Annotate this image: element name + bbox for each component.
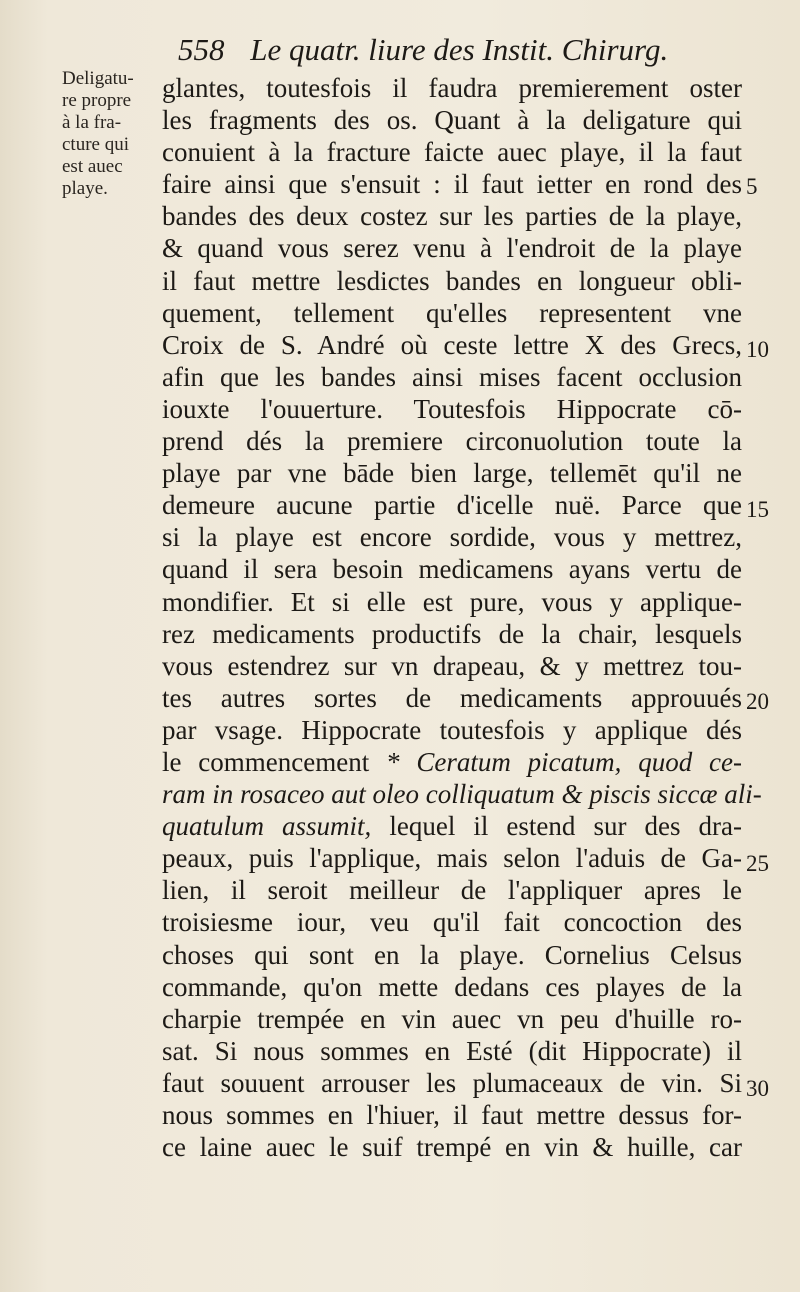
margin-note-line: cture qui xyxy=(62,134,130,155)
latin-quote: * Ceratum picatum, quod ce- xyxy=(386,746,742,777)
running-title: Le quatr. liure des Instit. Chirurg. xyxy=(250,32,669,67)
margin-note-line: playe. xyxy=(62,178,108,199)
text-line: faire ainsi que s'ensuit : il faut ietter en rond des xyxy=(162,169,742,200)
text-line: il faut mettre lesdictes bandes en longueur obli- xyxy=(162,265,742,296)
text-line-latin xyxy=(162,778,762,810)
text-line: afin que les bandes ainsi mises facent occlusion xyxy=(162,361,742,392)
line-number: 25 xyxy=(746,851,769,876)
line-number: 5 xyxy=(746,174,758,199)
text-line: bandes des deux costez sur les parties de la playe, xyxy=(162,201,742,232)
text-line: playe par vne bāde bien large, tellemēt qu'il ne xyxy=(162,458,742,489)
text-line: glantes, toutesfois il faudra premierement oster xyxy=(162,73,742,103)
text-line: quement, tellement qu'elles representent vne xyxy=(162,297,742,328)
text-line: prend dés la premiere circonuolution toute la xyxy=(162,426,742,457)
text-line: tes autres sortes de medicaments approuués xyxy=(162,682,742,713)
text-line: commande, qu'on mette dedans ces playes de la xyxy=(162,971,742,1002)
text-span: le commencement xyxy=(162,746,370,777)
text-span: lequel il estend sur des dra- xyxy=(389,811,742,842)
text-line: choses qui sont en la playe. Cornelius Celsus xyxy=(162,939,742,970)
text-line: les fragments des os. Quant à la deligature qui xyxy=(162,105,742,136)
text-line: iouxte l'ouuerture. Toutesfois Hippocrate cō- xyxy=(162,393,742,424)
text-line: si la playe est encore sordide, vous y mettrez, xyxy=(162,522,742,553)
text-line: demeure aucune partie d'icelle nuë. Parce que xyxy=(162,490,742,521)
margin-note-line: à la fra- xyxy=(62,112,122,133)
line-number: 10 xyxy=(746,337,769,362)
text-line: quand il sera besoin medicamens ayans vertu de xyxy=(162,554,742,585)
text-line: nous sommes en l'hiuer, il faut mettre dessus for- xyxy=(162,1100,742,1130)
text-line: Croix de S. André où ceste lettre X des Grecs, xyxy=(162,329,742,360)
page-number: 558 xyxy=(178,32,225,67)
line-number: 20 xyxy=(746,689,769,714)
line-number: 15 xyxy=(746,497,769,522)
text-line-mixed xyxy=(162,810,742,842)
text-line: troisiesme iour, veu qu'il fait concoction des xyxy=(162,907,742,938)
text-line-mixed xyxy=(162,746,742,778)
text-line: faut souuent arrouser les plumaceaux de vin. Si xyxy=(162,1067,742,1098)
latin-quote: ram in rosaceo aut oleo colliquatum & piscis siccæ ali- xyxy=(162,779,762,810)
text-line: mondifier. Et si elle est pure, vous y applique- xyxy=(162,586,742,617)
line-number: 30 xyxy=(746,1076,769,1101)
text-line: vous estendrez sur vn drapeau, & y mettrez tou- xyxy=(162,650,742,681)
text-line: charpie trempée en vin auec vn peu d'huille ro- xyxy=(162,1003,742,1034)
text-line: conuient à la fracture faicte auec playe, il la faut xyxy=(162,137,742,168)
margin-note-line: re propre xyxy=(62,90,132,111)
text-line: & quand vous serez venu à l'endroit de la playe xyxy=(162,233,742,264)
text-line: peaux, puis l'applique, mais selon l'aduis de Ga- xyxy=(162,843,742,874)
text-line: par vsage. Hippocrate toutesfois y applique dés xyxy=(162,714,742,745)
latin-quote: quatulum assumit, xyxy=(162,811,372,842)
text-line: sat. Si nous sommes en Esté (dit Hippocrate) il xyxy=(162,1035,742,1066)
text-line: rez medicaments productifs de la chair, lesquels xyxy=(162,618,742,649)
running-header xyxy=(178,30,738,70)
margin-note-line: Deligatu- xyxy=(62,68,134,89)
margin-note-line: est auec xyxy=(62,156,123,177)
text-line: ce laine auec le suif trempé en vin & huille, car xyxy=(162,1132,742,1163)
text-line: lien, il seroit meilleur de l'appliquer apres le xyxy=(162,875,742,906)
